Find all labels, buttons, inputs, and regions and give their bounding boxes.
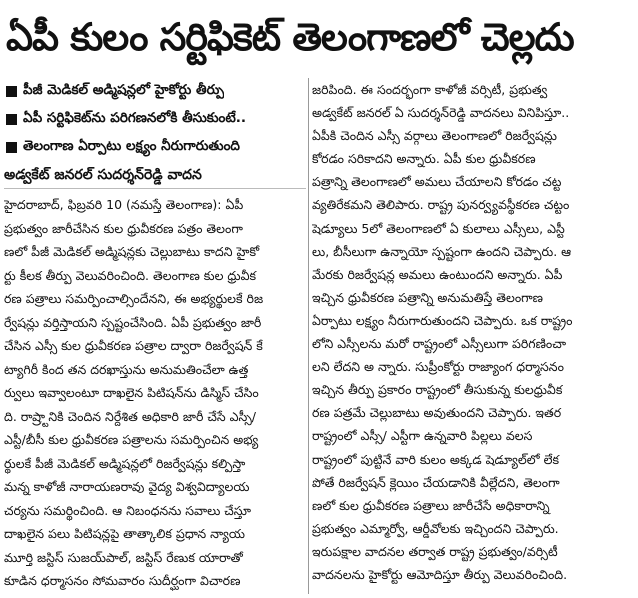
body-line: ప్రభుత్వం ఎమ్మార్వో, ఆర్డీవోలకు ఇచ్చిందని చెప్పారు. <box>312 520 559 536</box>
body-line: ఇచ్చిన ధ్రువీకరణ పత్రాన్ని అనుమతిస్తే తెలంగాణ <box>312 289 544 305</box>
body-line: ర్వులు ఇవ్వాలంటూ దాఖలైన పిటిషన్‌ను డిస్మిస్ చేసిం <box>4 385 259 400</box>
right-column <box>312 78 634 594</box>
subhead-text: పీజీ మెడికల్ అడ్మిషన్లలో హైకోర్టు తీర్పు <box>23 82 225 98</box>
body-line: లని లేదని అ న్నారు. సుప్రీంకోర్టు రాజ్యాంగ ధర్మాసనం <box>312 359 564 375</box>
body-line: ఏర్పాటు లక్ష్యం నీరుగారుతుందని చెప్పారు. ఒక రాష్ట్రం <box>312 312 573 328</box>
body-line: లోని ఎస్సీలను మరో రాష్ట్రంలో ఎస్సీలుగా పరిగణించా <box>312 336 567 352</box>
square-bullet-icon <box>6 86 17 97</box>
square-bullet-icon <box>6 142 17 153</box>
body-line: చర్యను సమర్థించింది. ఆ నిబంధనను సవాలు చేస్తూ <box>4 502 251 518</box>
body-line: మన్న కాళోజీ నారాయణరావు వైద్య విశ్వవిద్యాలయ <box>4 479 250 494</box>
body-line: రాష్ట్రంలో పుట్టినే వారి కులం అక్కడ షెడ్యూల్‌లో లేక <box>312 451 559 467</box>
body-line: కోరడం సరికాదని అన్నారు. ఏపీ కుల ధ్రువీకరణ <box>312 151 536 167</box>
headline: ఏపీ కులం సర్టిఫికెట్ తెలంగాణలో చెల్లదు <box>6 15 574 59</box>
body-line: ఇచ్చిన తీర్పు ప్రకారం రాష్ట్రంలో తీసుకున్న కులధ్రువీక <box>312 382 563 398</box>
body-line: హైదరాబాద్, ఫిబ్రవరి 10 (నమస్తే తెలంగాణ): ఏపీ <box>4 197 244 212</box>
body-line: లు, బీసీలుగా ఉన్నాయో స్పష్టంగా ఉందని చెప్పారు. ఆ <box>312 243 572 259</box>
body-line: ప్రభుత్వం జారీచేసిన కుల ధ్రువీకరణ పత్రం తెలంగా <box>4 220 243 236</box>
body-line: అడ్వకేట్ జనరల్ ఏ సుదర్శన్‌రెడ్డి వాదనలు వినిపిస్తూ.. <box>312 105 570 121</box>
body-line: పోతే రిజర్వేషన్ క్లెయిం చేయడానికి వీల్లేదని, తెలంగా <box>312 474 560 490</box>
body-line: ర్వేషన్లు వర్తిస్తాయని స్పష్టంచేసింది. ఏపీ ప్రభుత్వం జారీ <box>4 314 262 330</box>
body-line: ర్థులకే పీజీ మెడికల్ అడ్మిషన్లలో రిజర్వేషన్లు కల్పిస్తా <box>4 455 246 471</box>
subhead-2 <box>4 106 306 133</box>
body-line: ట్యాగిరీ కింద తన దరఖాస్తును అనుమతించేలా ఉత్త <box>4 361 249 377</box>
body-line: రాష్ట్రంలో ఎస్సీ/ ఎస్టీగా ఉన్నవారి పిల్లలు వలస <box>312 428 533 444</box>
left-column <box>4 78 306 594</box>
body-line: ఎస్టీ/బీసీ కుల ధ్రువీకరణ పత్రాలను సమర్పించిన అభ్య <box>4 432 259 447</box>
body-line: ణలో పీజీ మెడికల్ అడ్మిషన్లకు చెల్లుబాటు కాదని హైకో <box>4 244 260 259</box>
byline: అడ్వకేట్ జనరల్ సుదర్శన్‌రెడ్డి వాదన <box>4 162 306 189</box>
body-line: ర్టు కీలక తీర్పు వెలువరించింది. తెలంగాణ కుల ధ్రువీక <box>4 267 256 283</box>
subhead-text: తెలంగాణ ఏర్పాటు లక్ష్యం నీరుగారుతుంది <box>23 138 240 154</box>
column-divider <box>308 78 309 594</box>
body-line: ఇరుపక్షాల వాదనల తర్వాత రాష్ట్ర ప్రభుత్వం/వర్సిటీ <box>312 543 558 559</box>
body-line: పత్రాన్ని తెలంగాణలో అమలు చేయాలని కోరడం చట్ట <box>312 174 562 190</box>
body-line: చేసిన ఎస్సీ కుల ధ్రువీకరణ పత్రాల ద్వారా రిజర్వేషన్ కే <box>4 338 263 353</box>
body-line: మూర్తి జస్టిస్ సుజయ్‌పాల్, జస్టిస్ రేణుక యారాతో <box>4 549 243 565</box>
square-bullet-icon <box>6 114 17 125</box>
body-line: మేరకు రిజర్వేషన్ల అమలు ఉంటుందని అన్నారు. ఏపీ <box>312 266 563 282</box>
body-line: జరిపింది. ఈ సందర్భంగా కాళోజీ వర్సిటీ, ప్రభుత్వ <box>312 82 548 97</box>
body-line: రణ పత్రమే చెల్లుబాటు అవుతుందని చెప్పారు. ఇతర <box>312 405 562 421</box>
body-line: ది. రాష్ర్టానికి చెందిన నిర్దేశిత అధికారి జారీ చేసే ఎస్సీ/ <box>4 408 256 424</box>
subhead-3 <box>4 134 306 161</box>
body-line: షెడ్యూలు 5లో తెలంగాణలో ఏ కులాలు ఎస్సీలు, ఎస్టీ <box>312 220 565 236</box>
body-line: వాదనలను హైకోర్టు ఆమోదిస్తూ తీర్పు వెలువరించింది. <box>312 566 568 582</box>
body-line: ఏపీకి చెందిన ఎస్సీ వర్గాలు తెలంగాణలో రిజర్వేషన్లు <box>312 128 557 144</box>
body-line: రణ పత్రాలు సమర్పించాల్సిందేనని, ఈ అభ్యర్థులకే రిజ <box>4 291 264 306</box>
body-line: దాఖలైన పలు పిటిషన్లపై తాత్కాలిక ప్రధాన న్యాయ <box>4 526 245 541</box>
subhead-text: ఏపీ సర్టిఫికెట్‌ను పరిగణనలోకి తీసుకుంటే.. <box>23 110 247 126</box>
body-line: కూడిన ధర్మాసనం సోమవారం సుదీర్ఘంగా విచారణ <box>4 573 241 588</box>
body-line: ణలో కుల ధ్రువీకరణ పత్రాలు జారీచేసే అధికారాన్ని <box>312 497 550 513</box>
body-line: వ్యతిరేకమని తెలిపారు. రాష్ట్ర పునర్వ్యవస్థీకరణ చట్టం <box>312 197 570 213</box>
subhead-1 <box>4 78 306 105</box>
